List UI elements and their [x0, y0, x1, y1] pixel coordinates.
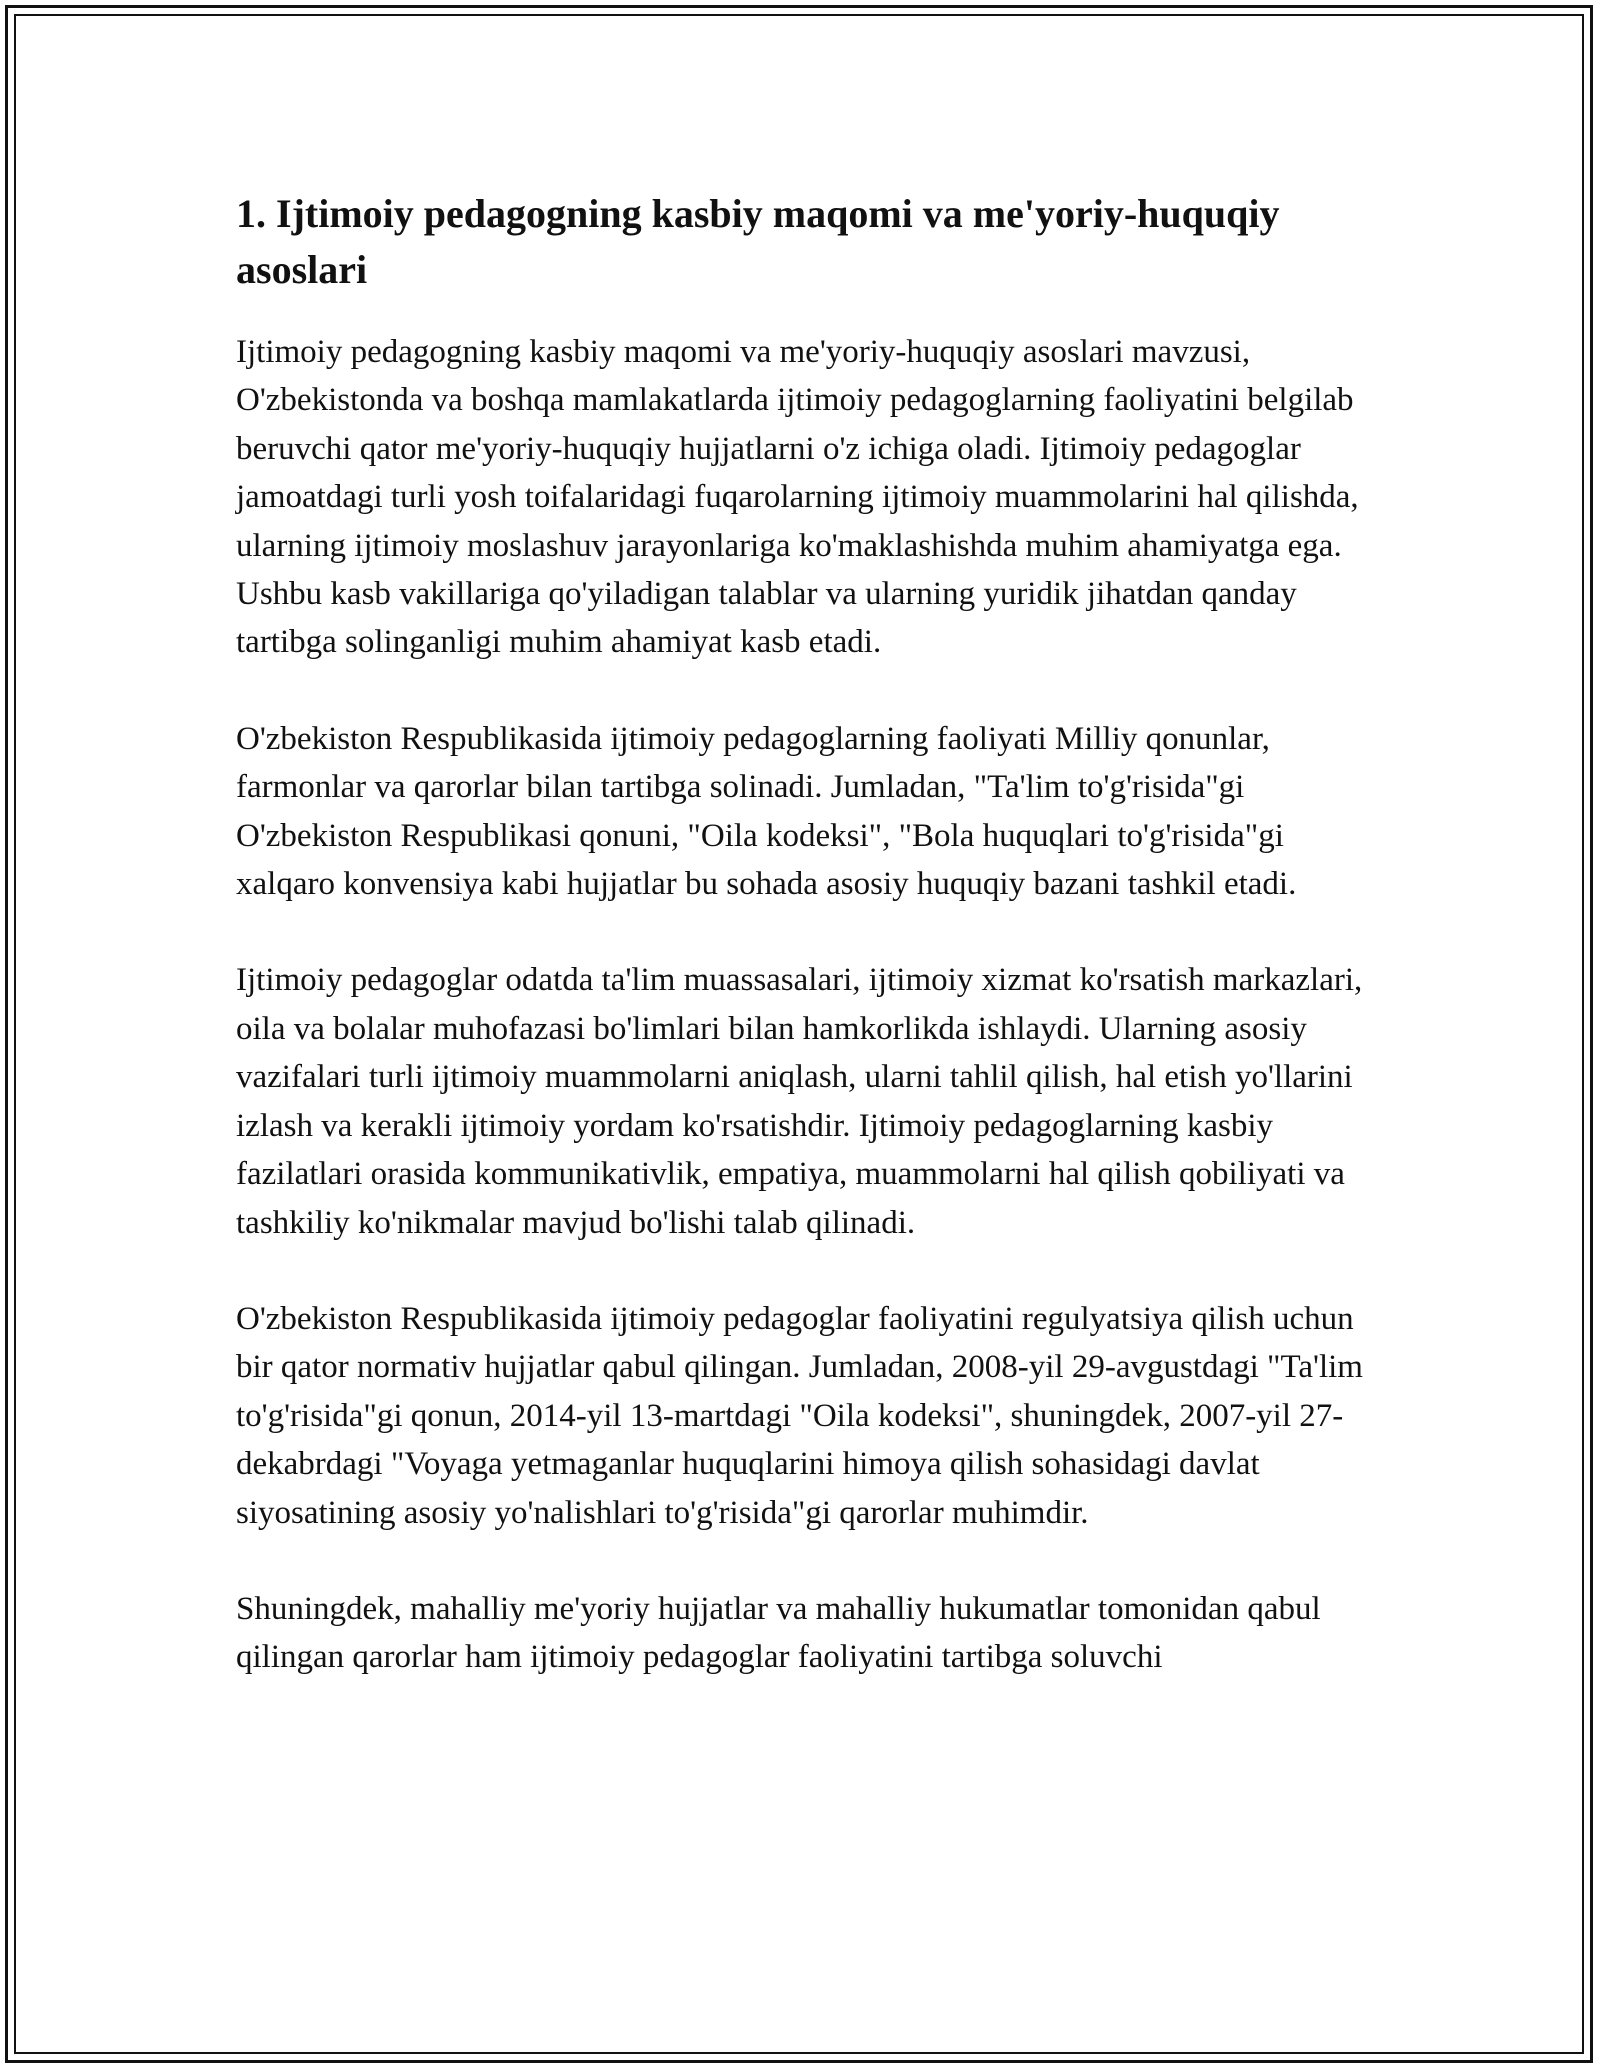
paragraph-1: Ijtimoiy pedagogning kasbiy maqomi va me'yoriy-huquqiy asoslari mavzusi, O'zbekistonda va boshqa mamlakatlarda ijtimoiy pedagoglarning faoliyatini belgilab beruvchi qator me'yoriy-huquqiy hujjatlarni o'z ichiga oladi. Ijtimoiy pedagoglar jamoatdagi turli yosh toifalaridagi fuqarolarning ijtimoiy muammolarini hal qilishda, ularning ijtimoiy moslashuv jarayonlariga ko'maklashishda muhim ahamiyatga ega. Ushbu kasb vakillariga qo'yiladigan talablar va ularning yuridik jihatdan qanday tartibga solinganligi muhim ahamiyat kasb etadi. [236, 334, 1359, 661]
section-heading: 1. Ijtimoiy pedagogning kasbiy maqomi va me'yoriy-huquqiy asoslari [236, 191, 1280, 292]
paragraph-3: Ijtimoiy pedagoglar odatda ta'lim muassasalari, ijtimoiy xizmat ko'rsatish markazlari, oila va bolalar muhofazasi bo'limlari bilan hamkorlikda ishlaydi. Ularning asosiy vazifalari turli ijtimoiy muammolarni aniqlash, ularni tahlil qilish, hal etish yo'llarini izlash va kerakli ijtimoiy yordam ko'rsatishdir. Ijtimoiy pedagoglarning kasbiy fazilatlari orasida kommunikativlik, empatiya, muammolarni hal qilish qobiliyati va tashkiliy ko'nikmalar mavjud bo'lishi talab qilinadi. [236, 962, 1363, 1241]
document-body [236, 186, 1366, 1730]
paragraph-2: O'zbekiston Respublikasida ijtimoiy pedagoglarning faoliyati Milliy qonunlar, farmonlar va qarorlar bilan tartibga solinadi. Jumladan, "Ta'lim to'g'risida"gi O'zbekiston Respublikasi qonuni, "Oila kodeksi", "Bola huquqlari to'g'risida"gi xalqaro konvensiya kabi hujjatlar bu sohada asosiy huquqiy bazani tashkil etadi. [236, 720, 1297, 903]
paragraph-4: O'zbekiston Respublikasida ijtimoiy pedagoglar faoliyatini regulyatsiya qilish uchun bir qator normativ hujjatlar qabul qilingan. Jumladan, 2008-yil 29-avgustdagi "Ta'lim to'g'risida"gi qonun, 2014-yil 13-martdagi "Oila kodeksi", shuningdek, 2007-yil 27-dekabrdagi "Voyaga yetmaganlar huquqlarini himoya qilish sohasidagi davlat siyosatining asosiy yo'nalishlari to'g'risida"gi qarorlar muhimdir. [236, 1300, 1363, 1531]
paragraph-5: Shuningdek, mahalliy me'yoriy hujjatlar va mahalliy hukumatlar tomonidan qabul qilingan qarorlar ham ijtimoiy pedagoglar faoliyatini tartibga soluvchi [236, 1590, 1321, 1676]
